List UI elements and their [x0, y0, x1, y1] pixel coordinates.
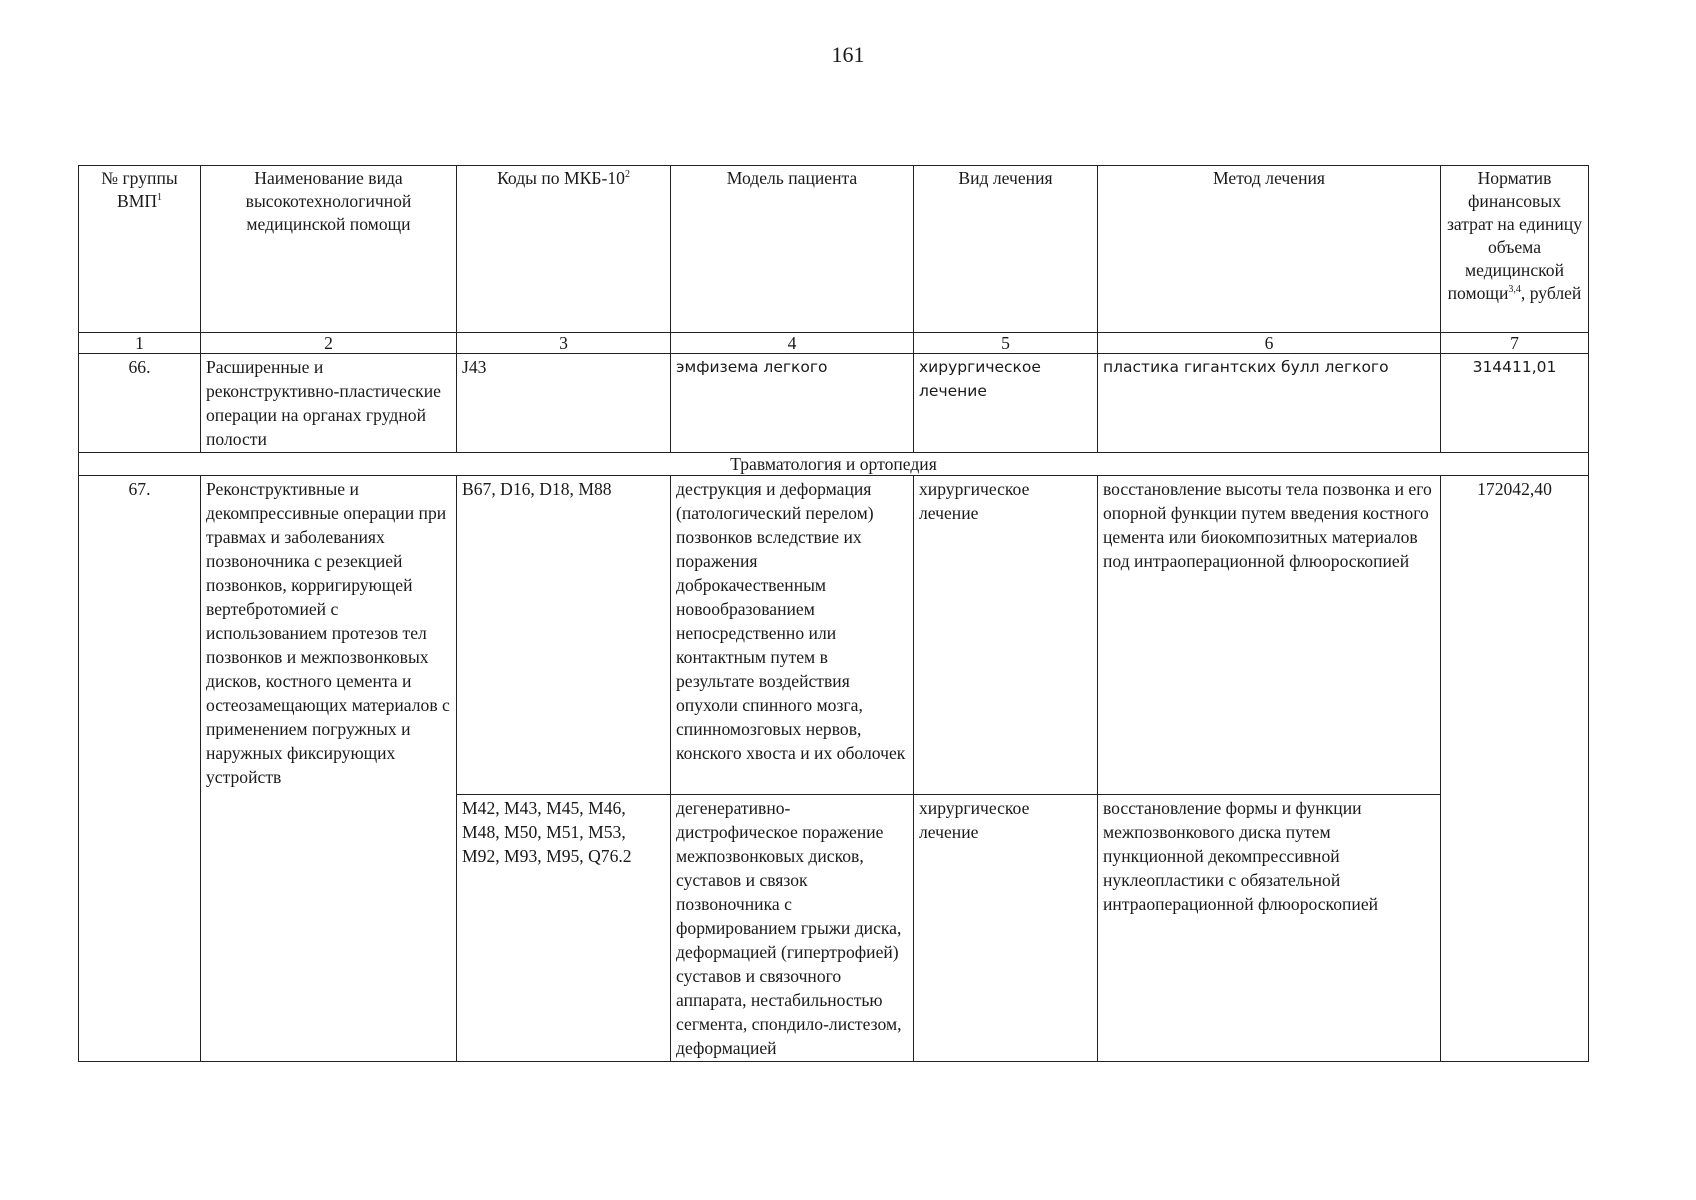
header-name: Наименование вида высокотехнологичной медицинской помощи — [201, 166, 457, 333]
patient-model: эмфизема легкого — [671, 354, 914, 453]
column-number-row — [79, 333, 1589, 354]
treatment-method: восстановление высоты тела позвонка и его опорной функции путем введения костного цемента или биокомпозитных материалов под интраоперационной флюороскопией — [1098, 476, 1441, 795]
column-number: 2 — [201, 333, 457, 354]
patient-model: дегенеративно-дистрофическое поражение межпозвонковых дисков, суставов и связок позвоночника с формированием грыжи диска, деформацией (гипертрофией) суставов и связочного аппарата, нестабильностью сегмента, спондило-листезом, деформацией — [671, 795, 914, 1062]
treatment-type: хирургическое лечение — [914, 795, 1098, 1062]
care-type-name: Расширенные и реконструктивно-пластические операции на органах грудной полости — [201, 354, 457, 453]
cost-norm: 314411,01 — [1441, 354, 1589, 453]
header-norm: Норматив финансовых затрат на единицу объема медицинской помощи$^{3,4}$, рублей — [1441, 166, 1589, 333]
header-codes: Коды по МКБ-$10^2$ — [457, 166, 671, 333]
cost-norm: 172042,40 — [1441, 476, 1589, 1062]
section-row — [79, 453, 1589, 476]
treatment-method: восстановление формы и функции межпозвонкового диска путем пункционной декомпрессивной нуклеопластики с обязательной интраоперационной флюороскопией — [1098, 795, 1441, 1062]
table-row — [79, 476, 1589, 795]
treatment-type: хирургическое лечение — [914, 476, 1098, 795]
column-number: 6 — [1098, 333, 1441, 354]
column-number: 5 — [914, 333, 1098, 354]
column-number: 7 — [1441, 333, 1589, 354]
group-number: 67. — [79, 476, 201, 1062]
treatment-method: пластика гигантских булл легкого — [1098, 354, 1441, 453]
group-number: 66. — [79, 354, 201, 453]
column-number: 3 — [457, 333, 671, 354]
vmp-table — [78, 165, 1589, 1062]
column-number: 4 — [671, 333, 914, 354]
column-number: 1 — [79, 333, 201, 354]
section-title: Травматология и ортопедия — [79, 453, 1589, 476]
patient-model: деструкция и деформация (патологический перелом) позвонков вследствие их поражения доброкачественным новообразованием непосредственно или контактным путем в результате воздействия опухоли спинного мозга, спинномозговых нервов, конского хвоста и их оболочек — [671, 476, 914, 795]
icd-codes: B67, D16, D18, M88 — [457, 476, 671, 795]
table-row — [79, 354, 1589, 453]
header-treatment-type: Вид лечения — [914, 166, 1098, 333]
header-row — [79, 166, 1589, 333]
icd-codes: M42, M43, M45, M46, M48, M50, M51, M53, M92, M93, M95, Q76.2 — [457, 795, 671, 1062]
page-number: 161 — [831, 42, 865, 67]
care-type-name: Реконструктивные и декомпрессивные операции при травмах и заболеваниях позвоночника с резекцией позвонков, корригирующей вертебротомией с использованием протезов тел позвонков и межпозвонковых дисков, костного цемента и остеозамещающих материалов с применением погружных и наружных фиксирующих устройств — [201, 476, 457, 1062]
header-method: Метод лечения — [1098, 166, 1441, 333]
icd-codes: J43 — [457, 354, 671, 453]
treatment-type: хирургическое лечение — [914, 354, 1098, 453]
header-group-no: № группы ВМП$^1$ — [79, 166, 201, 333]
header-model: Модель пациента — [671, 166, 914, 333]
